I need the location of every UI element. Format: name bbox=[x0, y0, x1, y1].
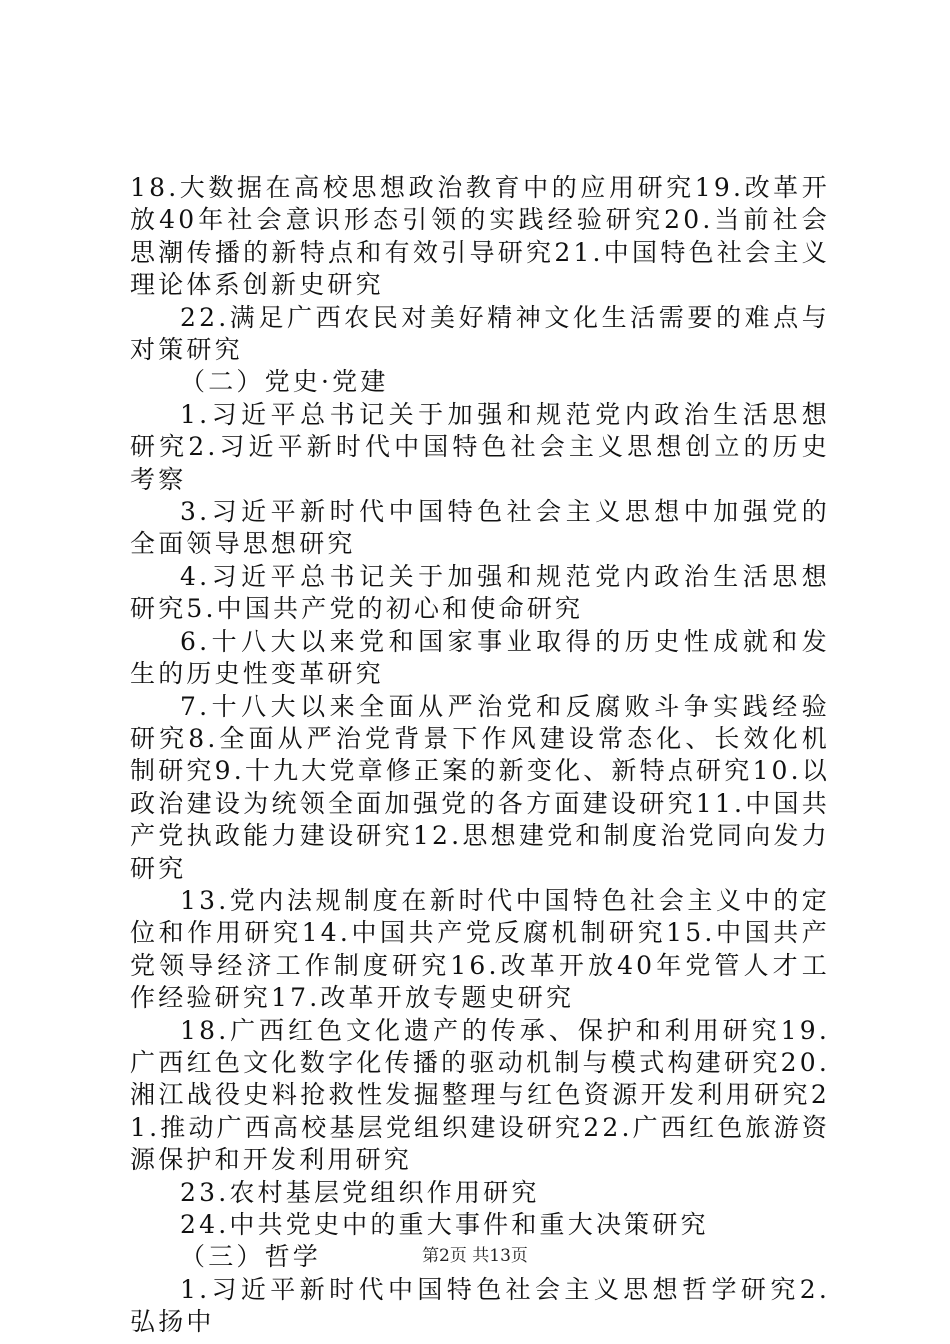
paragraph: 1.习近平新时代中国特色社会主义思想哲学研究2.弘扬中 bbox=[130, 1274, 830, 1337]
paragraph: 7.十八大以来全面从严治党和反腐败斗争实践经验研究8.全面从严治党背景下作风建设常态化、长效化机制研究9.十九大党章修正案的新变化、新特点研究10.以政治建设为统领全面加强党的各方面建设研究11.中国共产党执政能力建设研究12.思想建党和制度治党同向发力研究 bbox=[130, 691, 831, 883]
paragraph: 23.农村基层党组织作用研究 bbox=[180, 1177, 540, 1207]
paragraph: 3.习近平新时代中国特色社会主义思想中加强党的全面领导思想研究 bbox=[130, 497, 830, 559]
section-heading: （二）党史·党建 bbox=[180, 367, 389, 397]
document-body bbox=[130, 172, 830, 1339]
paragraph: 13.党内法规制度在新时代中国特色社会主义中的定位和作用研究14.中国共产党反腐机制研究15.中国共产党领导经济工作制度研究16.改革开放40年党管人才工作经验研究17.改革开放专题史研究 bbox=[130, 885, 830, 1013]
paragraph: 24.中共党史中的重大事件和重大决策研究 bbox=[180, 1210, 709, 1239]
paragraph: 18.广西红色文化遗产的传承、保护和利用研究19.广西红色文化数字化传播的驱动机制与模式构建研究20.湘江战役史料抢救性发掘整理与红色资源开发利用研究21.推动广西高校基层党组织建设研究22.广西红色旅游资源保护和开发利用研究 bbox=[130, 1015, 831, 1175]
paragraph: 4.习近平总书记关于加强和规范党内政治生活思想研究5.中国共产党的初心和使命研究 bbox=[130, 561, 830, 624]
paragraph: 1.习近平总书记关于加强和规范党内政治生活思想研究2.习近平新时代中国特色社会主义思想创立的历史考察 bbox=[130, 399, 830, 494]
paragraph: 22.满足广西农民对美好精神文化生活需要的难点与对策研究 bbox=[130, 302, 830, 365]
section-heading: （三）哲学 bbox=[180, 1242, 322, 1272]
page-number-footer: 第2页 共13页 bbox=[422, 1246, 528, 1266]
paragraph: 18.大数据在高校思想政治教育中的应用研究19.改革开放40年社会意识形态引领的实践经验研究20.当前社会思潮传播的新特点和有效引导研究21.中国特色社会主义理论体系创新史研究 bbox=[130, 173, 830, 300]
paragraph: 6.十八大以来党和国家事业取得的历史性成就和发生的历史性变革研究 bbox=[130, 626, 830, 689]
